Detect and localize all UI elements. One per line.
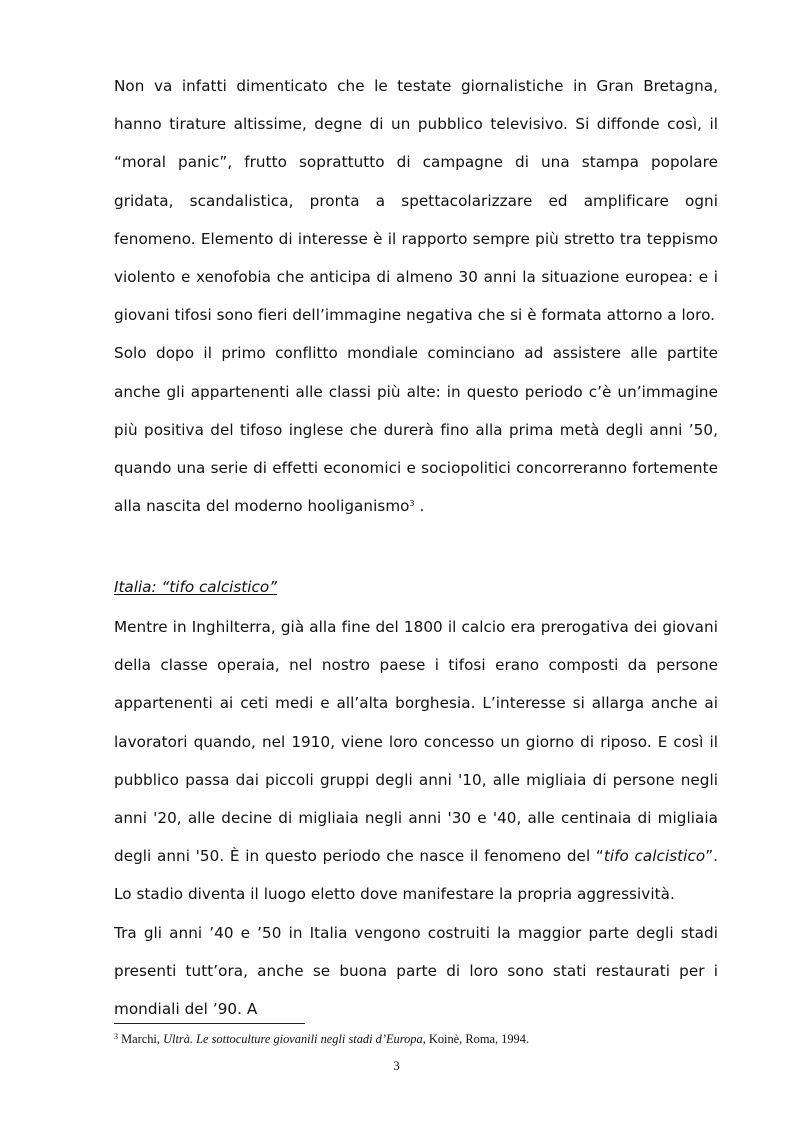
paragraph-hooliganism-end: . [414, 497, 425, 516]
paragraph-hooliganism-text: Solo dopo il primo conflitto mondiale cominciano ad assistere alle partite anche gli appartenenti alle classi più alte: in questo periodo c’è un’immagine più positiva del tifoso inglese che durerà fino alla prima metà degli anni ’50, quando una serie di effetti economici e sociopolitici concorreranno fortemente alla nascita del moderno hooliganismo [114, 344, 718, 516]
paragraph-italy-italic-term: tifo calcistico [603, 847, 706, 866]
section-heading: Italia: “tifo calcistico” [114, 578, 277, 596]
footnote-divider [114, 1023, 305, 1024]
body-text-top [114, 67, 718, 525]
body-text-bottom [114, 608, 718, 1028]
paragraph-hooliganism [114, 334, 718, 525]
footnote-author: Marchi, [118, 1032, 164, 1046]
paragraph-italy-text-after: ”. Lo stadio diventa il luogo eletto dove manifestare la propria aggressività. [114, 847, 718, 904]
footnote-number: 3 [114, 1032, 118, 1041]
paragraph-italy-text-before: Mentre in Inghilterra, già alla fine del 1800 il calcio era prerogativa dei giovani della classe operaia, nel nostro paese i tifosi erano composti da persone appartenenti ai ceti medi e all’alta borghesia. L’interesse si allarga anche ai lavoratori quando, nel 1910, viene loro concesso un giorno di riposo. E così il pubblico passa dai piccoli gruppi degli anni '10, alle migliaia di persone negli anni '20, alle decine di migliaia negli anni '30 e '40, alle centinaia di migliaia degli anni '50. È in questo periodo che nasce il fenomeno del “ [114, 618, 718, 866]
footnote-title: Ultrà. Le sottoculture giovanili negli stadi d’Europa [163, 1032, 423, 1046]
footnote-publication: , Koinè, Roma, 1994. [422, 1032, 530, 1046]
paragraph-stadiums: Tra gli anni ’40 e ’50 in Italia vengono costruiti la maggior parte degli stadi presenti tutt’ora, anche se buona parte di loro sono stati restaurati per i mondiali del ’90. A [114, 923, 718, 1019]
footnote [114, 1031, 529, 1047]
paragraph-moral-panic: Non va infatti dimenticato che le testate giornalistiche in Gran Bretagna, hanno tirature altissime, degne di un pubblico televisivo. Si diffonde così, il “moral panic”, frutto soprattutto di campagne di una stampa popolare gridata, scandalistica, pronta a spettacolarizzare ed amplificare ogni fenomeno. Elemento di interesse è il rapporto sempre più stretto tra teppismo violento e xenofobia che anticipa di almeno 30 anni la situazione europea: e i giovani tifosi sono fieri dell’immagine negativa che si è formata attorno a loro. [114, 77, 718, 325]
paragraph-italy-history [114, 608, 718, 914]
page-number: 3 [393, 1059, 400, 1073]
footnote-reference[interactable]: 3 [409, 499, 415, 509]
